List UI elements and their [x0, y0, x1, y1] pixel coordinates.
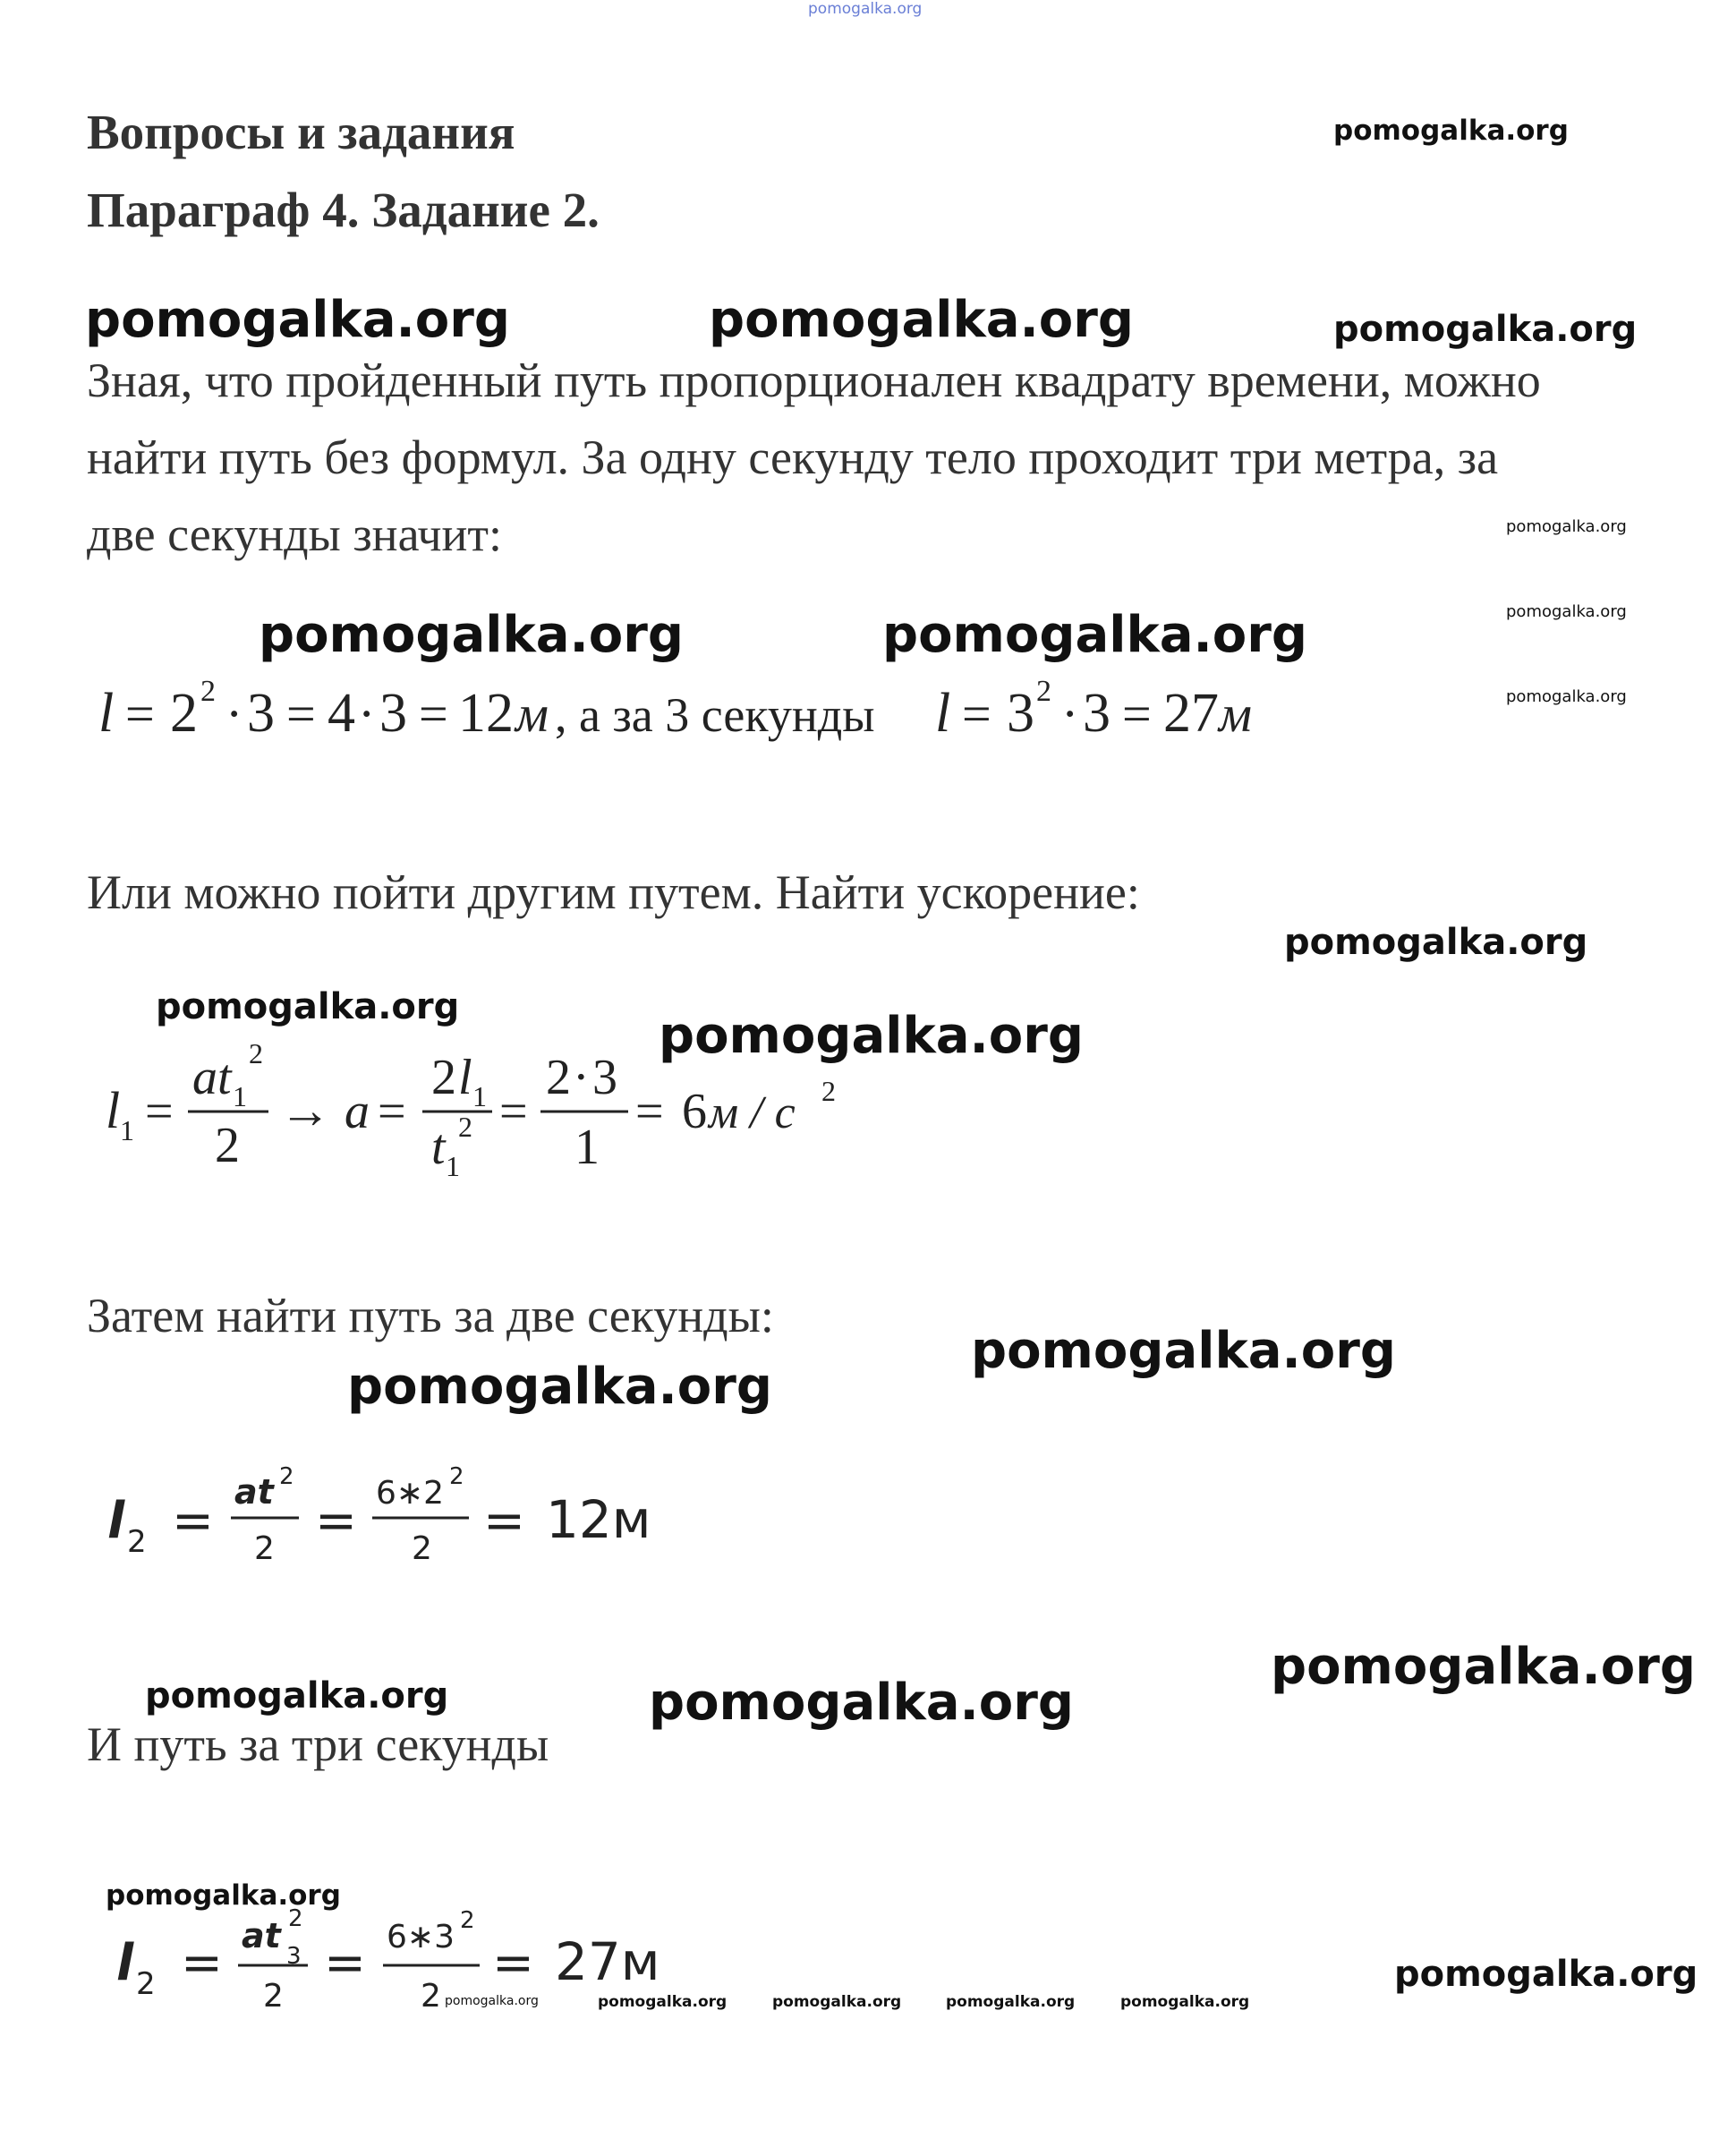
- paragraph-line: Затем найти путь за две секунды:: [87, 1289, 774, 1342]
- formula-symbol: a: [192, 1050, 217, 1105]
- formula-symbol: 3: [247, 683, 275, 744]
- formula-symbol: 2: [215, 1118, 240, 1173]
- formula-symbol: 1: [120, 1114, 134, 1146]
- watermark: pomogalka.org: [347, 1358, 772, 1416]
- formula-symbol: 2: [449, 1463, 464, 1490]
- formula-symbol: 3: [286, 1943, 302, 1970]
- formula-symbol: =: [499, 1084, 528, 1139]
- paragraph-line: И путь за три секунды: [87, 1717, 549, 1771]
- formula-symbol: =: [962, 685, 991, 743]
- formula-symbol: 6∗2: [376, 1475, 444, 1512]
- watermark: pomogalka.org: [1506, 517, 1627, 536]
- formula-symbol: м: [1219, 685, 1253, 743]
- paragraph-line: Зная, что пройденный путь пропорционален квадрату времени, можно: [87, 354, 1541, 407]
- formula-symbol: 2: [254, 1530, 275, 1567]
- formula-symbol: t: [431, 1120, 446, 1175]
- watermark: pomogalka.org: [85, 291, 510, 349]
- formula-symbol: 1: [233, 1080, 247, 1112]
- formula-symbol: =: [172, 1492, 214, 1550]
- formula-path-2s-3s: [98, 676, 1262, 756]
- formula-symbol: =: [324, 1934, 366, 1992]
- watermark: pomogalka.org: [1333, 309, 1638, 350]
- formula-symbol: 2: [421, 1978, 441, 2015]
- formula-symbol: 2: [458, 1111, 472, 1143]
- watermark: pomogalka.org: [659, 1007, 1084, 1065]
- formula-symbol: a: [345, 1084, 370, 1139]
- formula-symbol: =: [419, 685, 448, 743]
- formula-symbol: 2: [279, 1463, 294, 1490]
- formula-symbol: ·: [358, 685, 376, 743]
- watermark: pomogalka.org: [598, 1993, 728, 2011]
- formula-symbol: 1: [446, 1150, 460, 1182]
- watermark: pomogalka.org: [946, 1993, 1076, 2011]
- formula-symbol: ·: [573, 1050, 590, 1105]
- formula-symbol: =: [483, 1492, 525, 1550]
- formula-symbol: 27: [1163, 683, 1219, 744]
- formula-symbol: 2: [288, 1905, 303, 1932]
- formula-symbol: 2: [127, 1524, 147, 1560]
- formula-symbol: 3: [379, 683, 407, 744]
- formula-symbol: l: [98, 683, 115, 744]
- paragraph-line: Или можно пойти другим путем. Найти ускорение:: [87, 865, 1140, 919]
- watermark: pomogalka.org: [1284, 922, 1588, 963]
- formula-symbol: 2: [460, 1907, 475, 1934]
- formula-symbol: 2: [200, 675, 216, 708]
- watermark-top: pomogalka.org: [808, 0, 923, 18]
- formula-symbol: 2: [431, 1050, 456, 1105]
- watermark: pomogalka.org: [1394, 1954, 1698, 1995]
- formula-symbol: м / с: [709, 1087, 796, 1138]
- formula-symbol: 6: [682, 1084, 707, 1139]
- watermark: pomogalka.org: [1333, 115, 1569, 147]
- watermark: pomogalka.org: [1120, 1993, 1250, 2011]
- formula-symbol: =: [315, 1492, 357, 1550]
- formula-symbol: l: [935, 683, 951, 744]
- watermark: pomogalka.org: [1271, 1638, 1696, 1696]
- formula-symbol: =: [635, 1084, 664, 1139]
- formula-symbol: , а за 3 секунды: [555, 688, 875, 742]
- watermark: pomogalka.org: [649, 1674, 1074, 1732]
- formula-symbol: ·: [226, 685, 243, 743]
- formula-symbol: =: [378, 1084, 406, 1139]
- watermark: pomogalka.org: [971, 1322, 1396, 1380]
- formula-symbol: 2: [546, 1050, 571, 1105]
- watermark: pomogalka.org: [709, 291, 1134, 349]
- page-title: Вопросы и задания: [87, 105, 515, 159]
- formula-symbol: 3: [592, 1050, 617, 1105]
- formula-symbol: 27м: [555, 1931, 660, 1992]
- formula-symbol: 2: [249, 1037, 263, 1069]
- watermark: pomogalka.org: [882, 606, 1307, 664]
- formula-path-two-seconds: [107, 1459, 680, 1575]
- watermark: pomogalka.org: [259, 606, 684, 664]
- watermark: pomogalka.org: [156, 986, 460, 1027]
- formula-symbol: =: [286, 685, 316, 743]
- formula-symbol: 1: [472, 1080, 487, 1112]
- paragraph-line: две секунды значит:: [87, 507, 503, 561]
- watermark: pomogalka.org: [145, 1675, 449, 1717]
- watermark: pomogalka.org: [445, 1994, 539, 2008]
- formula-symbol: 3: [1007, 683, 1034, 744]
- watermark: pomogalka.org: [106, 1879, 341, 1912]
- formula-symbol: 1: [574, 1120, 600, 1175]
- watermark: pomogalka.org: [772, 1993, 902, 2011]
- formula-symbol: t: [217, 1050, 232, 1105]
- formula-symbol: 2: [170, 683, 198, 744]
- formula-symbol: =: [492, 1934, 534, 1992]
- page-subtitle: Параграф 4. Задание 2.: [87, 183, 600, 237]
- watermark: pomogalka.org: [1506, 687, 1627, 706]
- formula-symbol: l: [106, 1081, 121, 1139]
- formula-symbol: at: [234, 1472, 274, 1512]
- formula-symbol: 4: [328, 683, 355, 744]
- formula-symbol: 2: [412, 1530, 432, 1567]
- formula-symbol: =: [125, 685, 155, 743]
- formula-symbol: =: [181, 1934, 223, 1992]
- formula-symbol: 2: [821, 1075, 836, 1107]
- formula-symbol: →: [279, 1081, 331, 1139]
- formula-symbol: 12: [458, 683, 514, 744]
- formula-symbol: 2: [136, 1966, 156, 2002]
- formula-symbol: l: [107, 1492, 125, 1550]
- formula-symbol: м: [515, 685, 549, 743]
- formula-symbol: l: [458, 1050, 472, 1105]
- formula-symbol: =: [1122, 685, 1152, 743]
- formula-symbol: 6∗3: [387, 1919, 455, 1955]
- formula-symbol: ·: [1061, 685, 1079, 743]
- formula-symbol: at: [242, 1916, 281, 1955]
- formula-symbol: =: [145, 1084, 174, 1139]
- formula-symbol: 3: [1083, 683, 1111, 744]
- formula-symbol: l: [116, 1934, 134, 1992]
- formula-symbol: 2: [263, 1978, 284, 2015]
- watermark: pomogalka.org: [1506, 602, 1627, 621]
- formula-symbol: 2: [1036, 675, 1051, 708]
- paragraph-line: найти путь без формул. За одну секунду тело проходит три метра, за: [87, 430, 1499, 484]
- formula-symbol: 12м: [546, 1489, 651, 1550]
